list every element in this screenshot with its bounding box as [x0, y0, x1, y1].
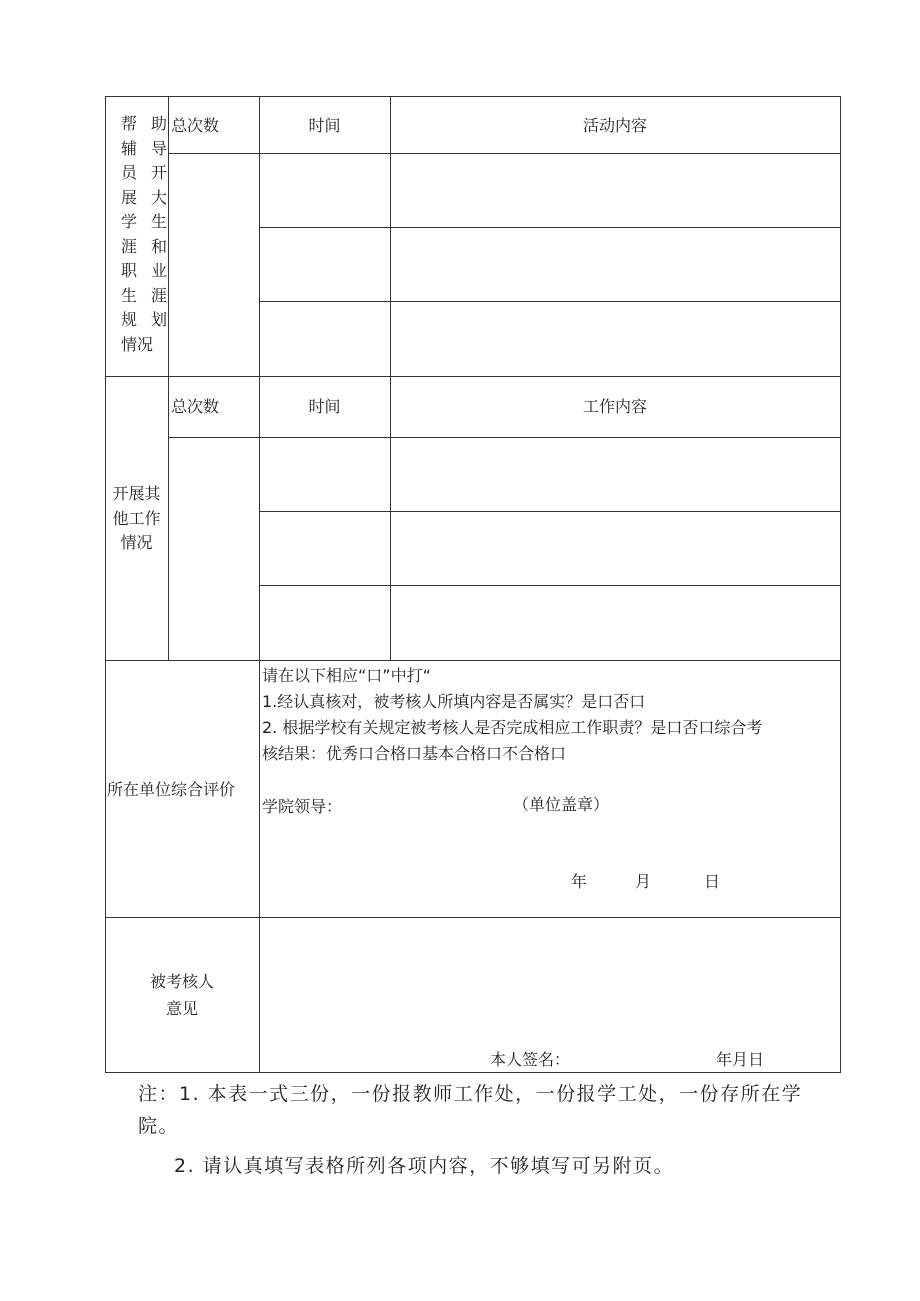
- label-row: 生 涯: [121, 285, 167, 305]
- signature-date-label: 年月日: [716, 1050, 765, 1069]
- label-line: 情况: [120, 533, 153, 552]
- section1-time-header: 时间: [308, 116, 341, 135]
- label-row: 情况: [121, 334, 154, 354]
- table-border-bottom: [105, 1072, 841, 1073]
- column-line: [390, 376, 391, 660]
- note-2: 2. 请认真填写表格所列各项内容，不够填写可另附页。: [174, 1155, 675, 1177]
- column-line: [168, 96, 169, 660]
- label-row: 展 大: [121, 187, 167, 207]
- row-line: [259, 511, 841, 512]
- row-line: [259, 585, 841, 586]
- eval-day-label: 日: [704, 872, 721, 891]
- section-divider: [105, 376, 841, 377]
- label-row: 涯 和: [121, 236, 167, 256]
- college-leader-label: 学院领导：: [262, 797, 343, 816]
- label-row: 帮 助: [121, 114, 167, 133]
- column-line: [390, 96, 391, 376]
- footnotes: [138, 1078, 838, 1182]
- section-divider: [105, 660, 841, 661]
- label-line: 他工作: [112, 508, 161, 528]
- examinee-opinion-label-2: 意见: [165, 999, 198, 1018]
- table-border-top: [105, 96, 841, 97]
- eval-month-label: 月: [635, 872, 652, 891]
- table-border-right: [840, 96, 841, 1073]
- eval-year-label: 年: [571, 872, 588, 891]
- label-row: 规 划: [121, 310, 167, 329]
- section1-label: [121, 112, 167, 357]
- duty-line: 2. 根据学校有关规定被考核人是否完成相应工作职责？是口否口综合考: [262, 718, 763, 737]
- section-divider: [105, 917, 841, 918]
- label-line: 开展其: [112, 484, 161, 503]
- label-row: 学 生: [121, 212, 167, 231]
- result-line: 核结果：优秀口合格口基本合格口不合格口: [262, 744, 567, 763]
- row-line: [259, 227, 841, 228]
- note-1-line-2: 院。: [138, 1115, 180, 1137]
- section3-label: 所在单位综合评价: [107, 780, 236, 799]
- section1-content-header: 活动内容: [582, 116, 647, 135]
- unit-seal-label: （单位盖章）: [513, 795, 610, 814]
- section2-time-header: 时间: [308, 397, 341, 416]
- signature-label: 本人签名：: [490, 1050, 571, 1069]
- section2-content-header: 工作内容: [582, 397, 647, 416]
- row-line: [168, 153, 841, 154]
- section1-count-header: 总次数: [171, 116, 220, 135]
- column-line: [259, 96, 260, 1073]
- verification-line: 1.经认真核对，被考核人所填内容是否属实？是口否口: [262, 692, 646, 711]
- label-row: 职 业: [121, 261, 167, 280]
- section2-label: [105, 482, 168, 556]
- instruction-line: 请在以下相应“口”中打“: [262, 666, 431, 685]
- label-row: 员 开: [121, 163, 167, 182]
- label-row: 辅 导: [121, 138, 167, 158]
- evaluation-text: [262, 663, 840, 767]
- note-1-line-1: 注：1. 本表一式三份，一份报教师工作处，一份报学工处，一份存所在学: [138, 1083, 803, 1105]
- section2-count-header: 总次数: [171, 397, 220, 416]
- row-line: [168, 437, 841, 438]
- row-line: [259, 301, 841, 302]
- table-border-left: [105, 96, 106, 1073]
- examinee-opinion-label-1: 被考核人: [149, 972, 214, 991]
